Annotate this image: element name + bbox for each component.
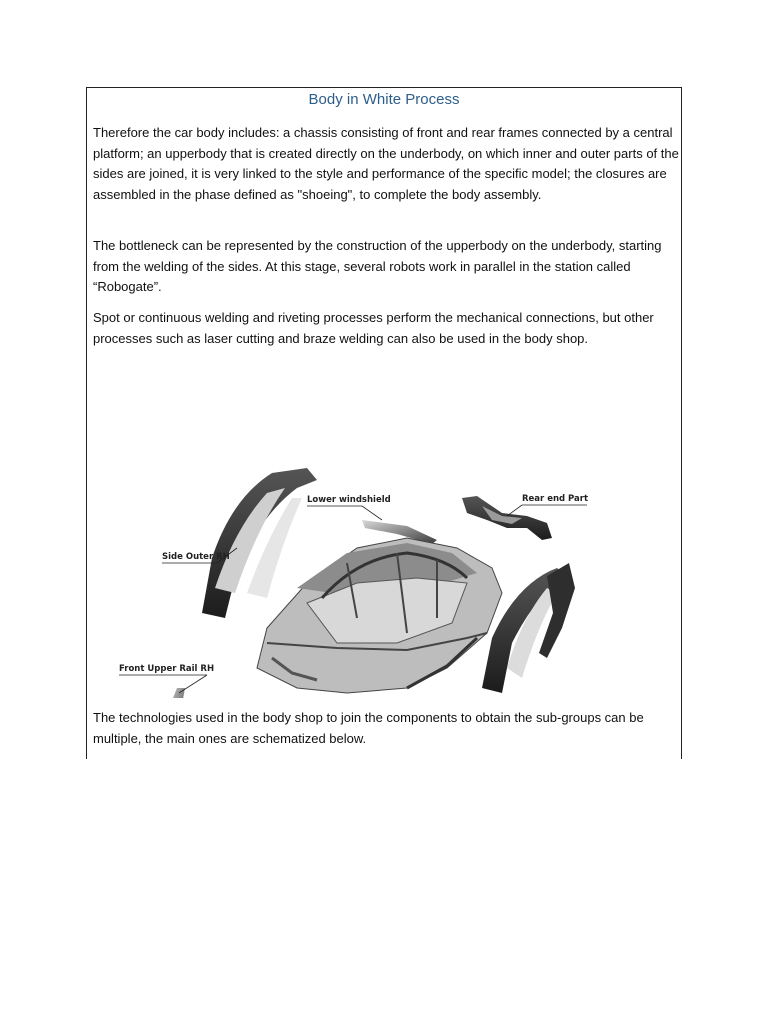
label-side-outer-rh: Side Outer RH: [162, 552, 230, 562]
document-page: [86, 87, 682, 759]
paragraph-technologies: The technologies used in the body shop to join the components to obtain the sub-groups can be multiple, the main ones are schematized below.: [93, 710, 644, 746]
label-lower-windshield: Lower windshield: [307, 495, 391, 505]
paragraph-welding: Spot or continuous welding and riveting processes perform the mechanical connections, but other processes such as laser cutting and braze welding can also be used in the body shop.: [93, 310, 654, 346]
label-front-upper-rail-rh: Front Upper Rail RH: [119, 664, 215, 674]
label-rear-end-part: Rear end Part: [522, 494, 589, 504]
page-title: Body in White Process: [308, 91, 460, 108]
front-upper-rail-rh-part: [165, 688, 185, 698]
body-in-white-exploded-diagram: [107, 388, 637, 698]
bodywork-main-part: [257, 538, 502, 693]
paragraph-car-body: Therefore the car body includes: a chassis consisting of front and rear frames connected by a central platform; an upperbody that is created directly on the underbody, on which inner and outer parts of the sides are joined, it is very linked to the style and performance of the specific model; the closures are assembled in the phase defined as "shoeing", to complete the body assembly.: [93, 125, 679, 202]
paragraph-bottleneck: The bottleneck can be represented by the construction of the upperbody on the underbody, starting from the welding of the sides. At this stage, several robots work in parallel in the station called “Robogate”.: [93, 238, 662, 295]
